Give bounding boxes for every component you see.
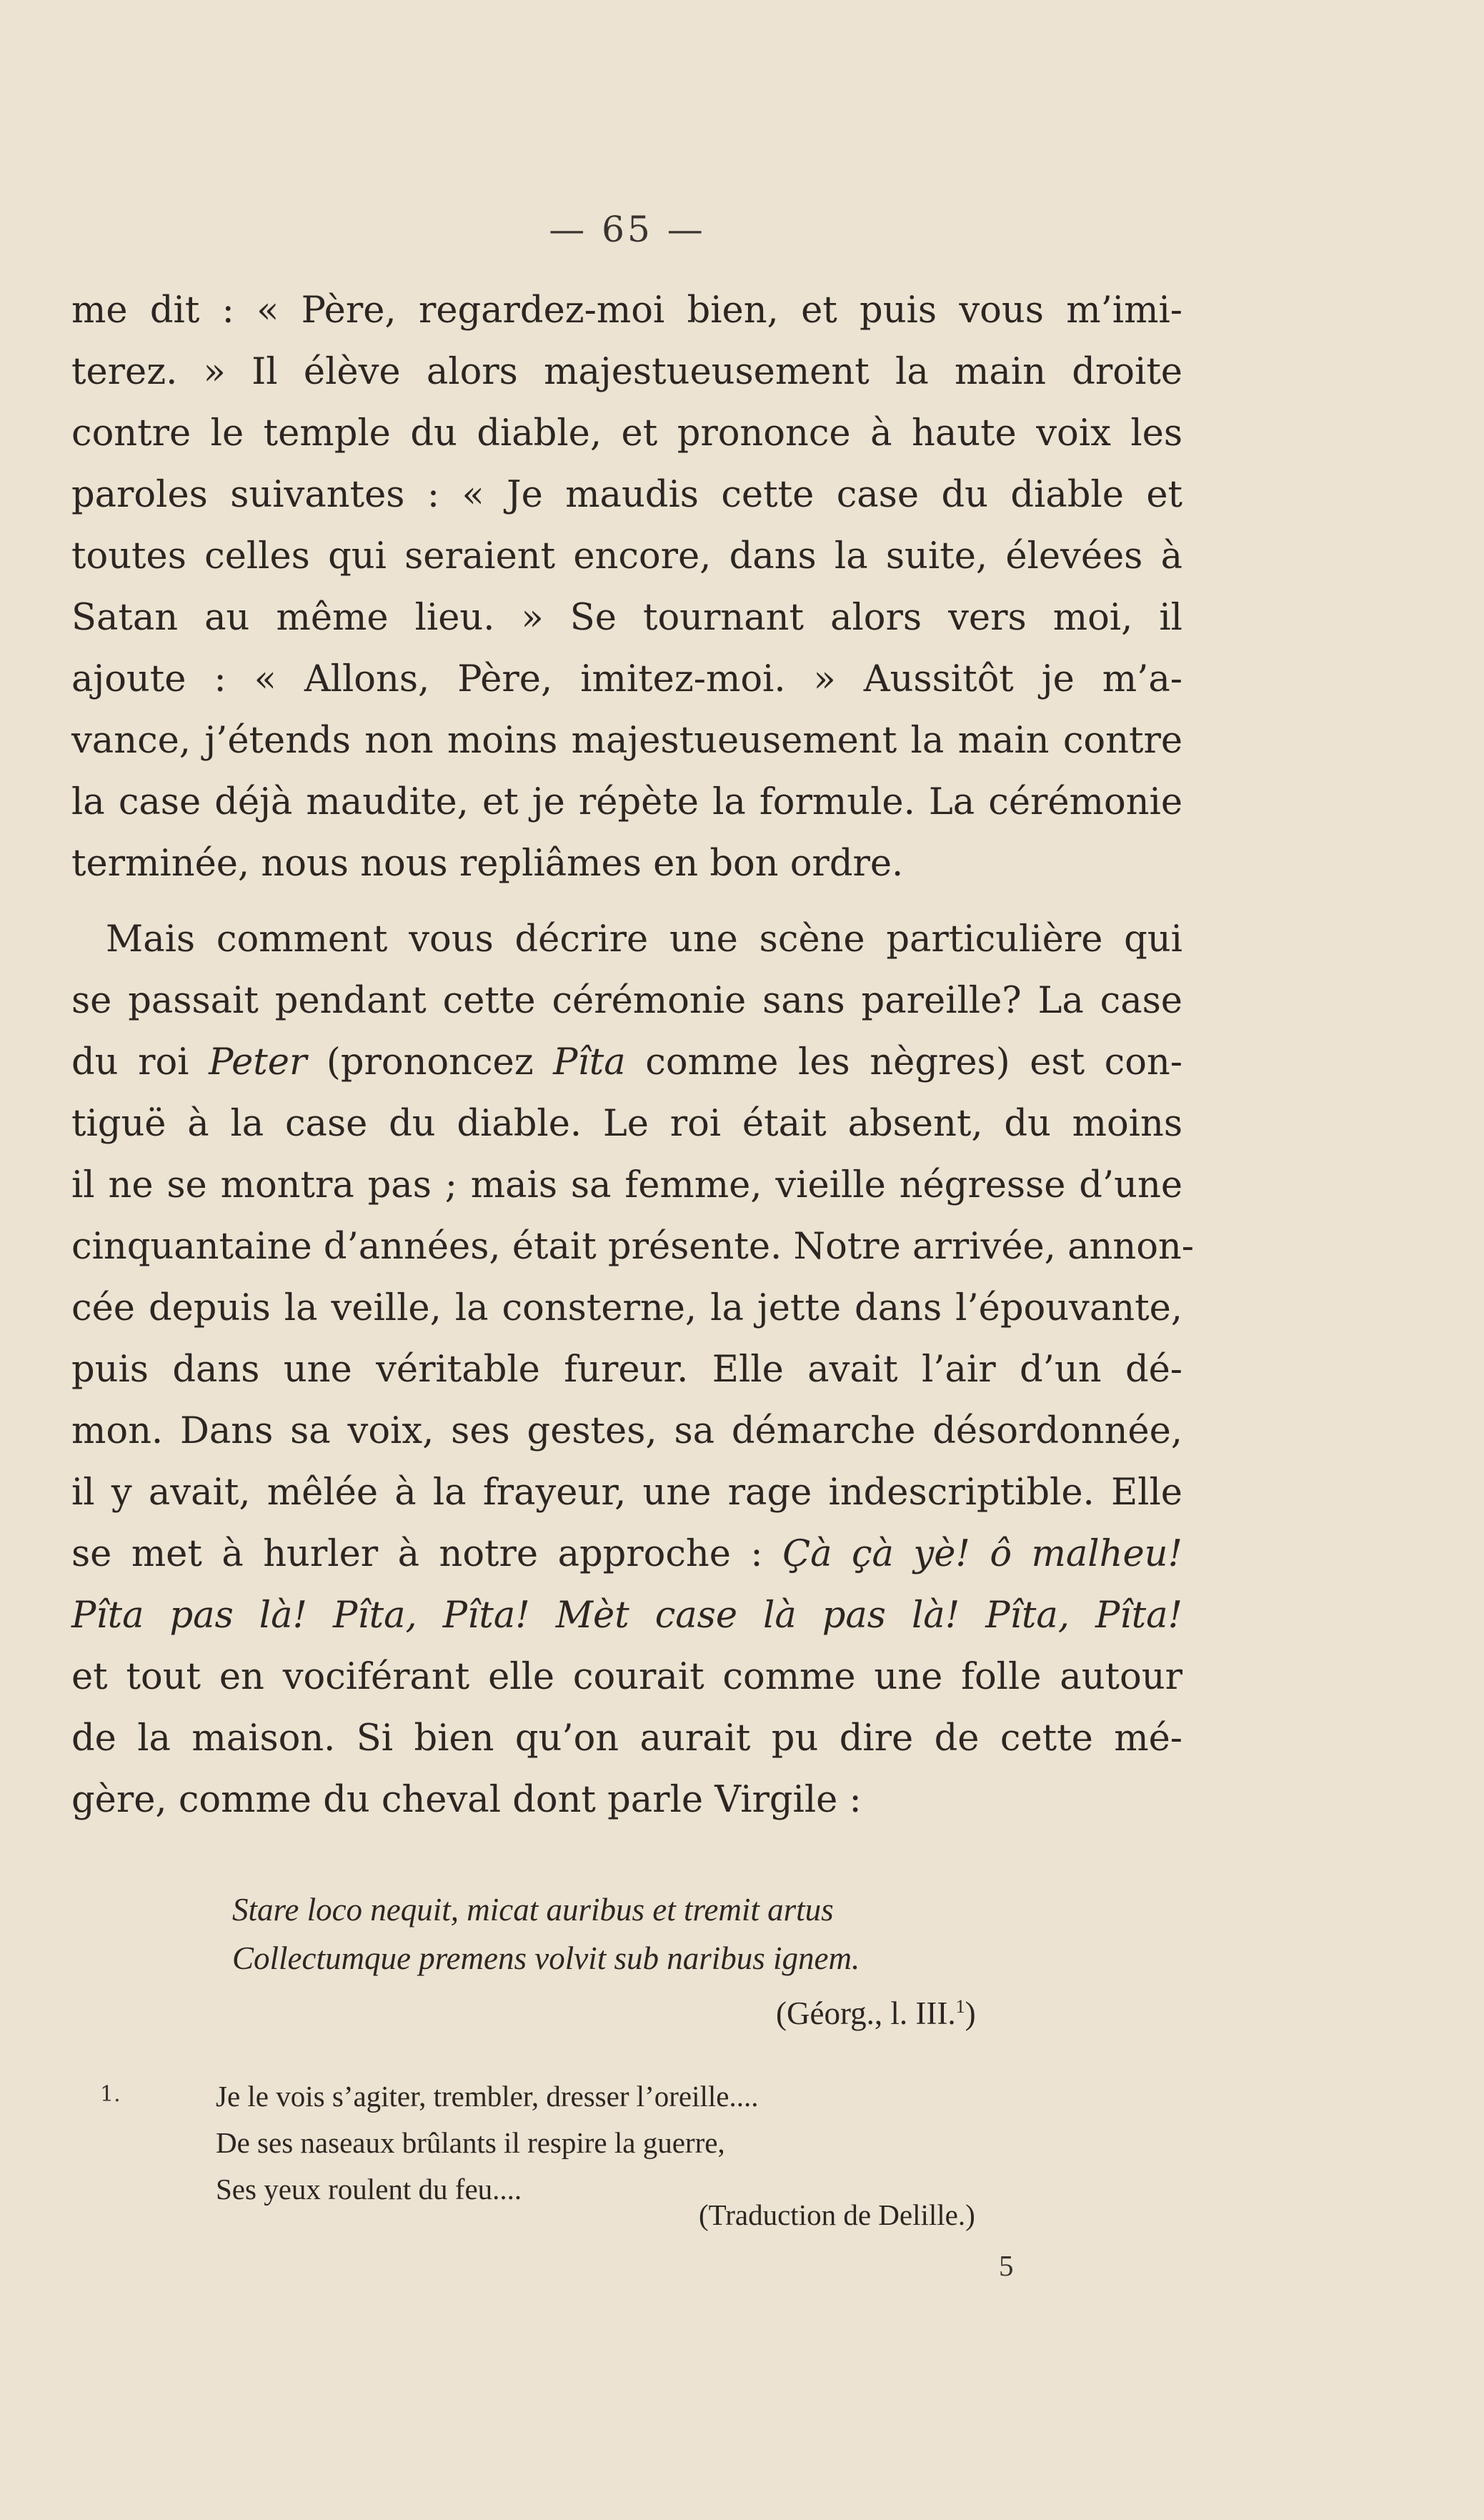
footnote-ref: 1 [955,1996,965,2017]
italic-name: Peter [209,1041,307,1083]
text-line: gère, comme du cheval dont parle Virgile : [71,1779,862,1821]
text-line: cinquantaine d’années, était présente. Notre arrivée, annon- [71,1226,1194,1268]
footnote-line: De ses naseaux brûlants il respire la guerre, [216,2126,725,2159]
verse-source-close: ) [965,1995,976,2031]
text-line: paroles suivantes : « Je maudis cette case du diable et [71,474,1182,516]
signature-mark: 5 [999,2249,1014,2282]
page-number: — 65 — [549,209,706,250]
text-line: terez. » Il élève alors majestueusement la main droite [71,351,1182,393]
footnote-source: (Traduction de Delille.) [699,2198,975,2231]
text-segment: comme les nègres) est con- [625,1041,1182,1083]
text-line: Satan au même lieu. » Se tournant alors vers moi, il [71,597,1182,639]
verse-line: Stare loco nequit, micat auribus et tremit artus [232,1892,834,1928]
text-line: et tout en vociférant elle courait comme une folle autour [71,1656,1182,1698]
verse-line: Collectumque premens volvit sub naribus ignem. [232,1940,860,1976]
text-line: puis dans une véritable fureur. Elle avait l’air d’un dé- [71,1349,1182,1391]
text-segment: du roi [71,1041,209,1083]
footnote-marker: 1. [100,2082,121,2107]
text-line: de la maison. Si bien qu’on aurait pu dire de cette mé- [71,1717,1182,1760]
text-line: contre le temple du diable, et prononce à haute voix les [71,412,1182,455]
italic-creole-speech: Pîta pas là! Pîta, Pîta! Mèt case là pas là! Pîta, Pîta! [71,1594,1182,1637]
text-line: me dit : « Père, regardez-moi bien, et puis vous m’imi- [71,289,1182,332]
text-line: cée depuis la veille, la consterne, la jette dans l’épouvante, [71,1287,1182,1329]
verse-source [776,1985,976,2035]
text-line: ajoute : « Allons, Père, imitez-moi. » Aussitôt je m’a- [71,658,1182,700]
text-line: la case déjà maudite, et je répète la formule. La cérémonie [71,781,1182,823]
text-segment: se met à hurler à notre approche : [71,1533,783,1575]
text-line [71,1038,1182,1088]
italic-creole-speech: Çà çà yè! ô malheu! [782,1533,1182,1575]
text-line [71,1529,1182,1579]
text-segment: (prononcez [307,1041,554,1083]
text-line: mon. Dans sa voix, ses gestes, sa démarche désordonnée, [71,1410,1182,1452]
text-line: vance, j’étends non moins majestueusement la main contre [71,720,1182,762]
italic-name: Pîta [553,1041,626,1083]
text-line: se passait pendant cette cérémonie sans pareille? La case [71,980,1182,1022]
footnote-line: Je le vois s’agiter, trembler, dresser l’oreille.... [216,2080,759,2113]
text-line: toutes celles qui seraient encore, dans la suite, élevées à [71,535,1182,577]
text-line [71,1591,1182,1641]
text-line: il y avait, mêlée à la frayeur, une rage indescriptible. Elle [71,1472,1182,1514]
text-line: il ne se montra pas ; mais sa femme, vieille négresse d’une [71,1164,1182,1206]
text-line: tiguë à la case du diable. Le roi était absent, du moins [71,1103,1182,1145]
footnote-line: Ses yeux roulent du feu.... [216,2173,522,2206]
verse-source-text: (Géorg., l. III. [776,1995,956,2031]
text-line: terminée, nous nous repliâmes en bon ordre. [71,843,904,885]
text-line: Mais comment vous décrire une scène particulière qui [106,918,1182,961]
